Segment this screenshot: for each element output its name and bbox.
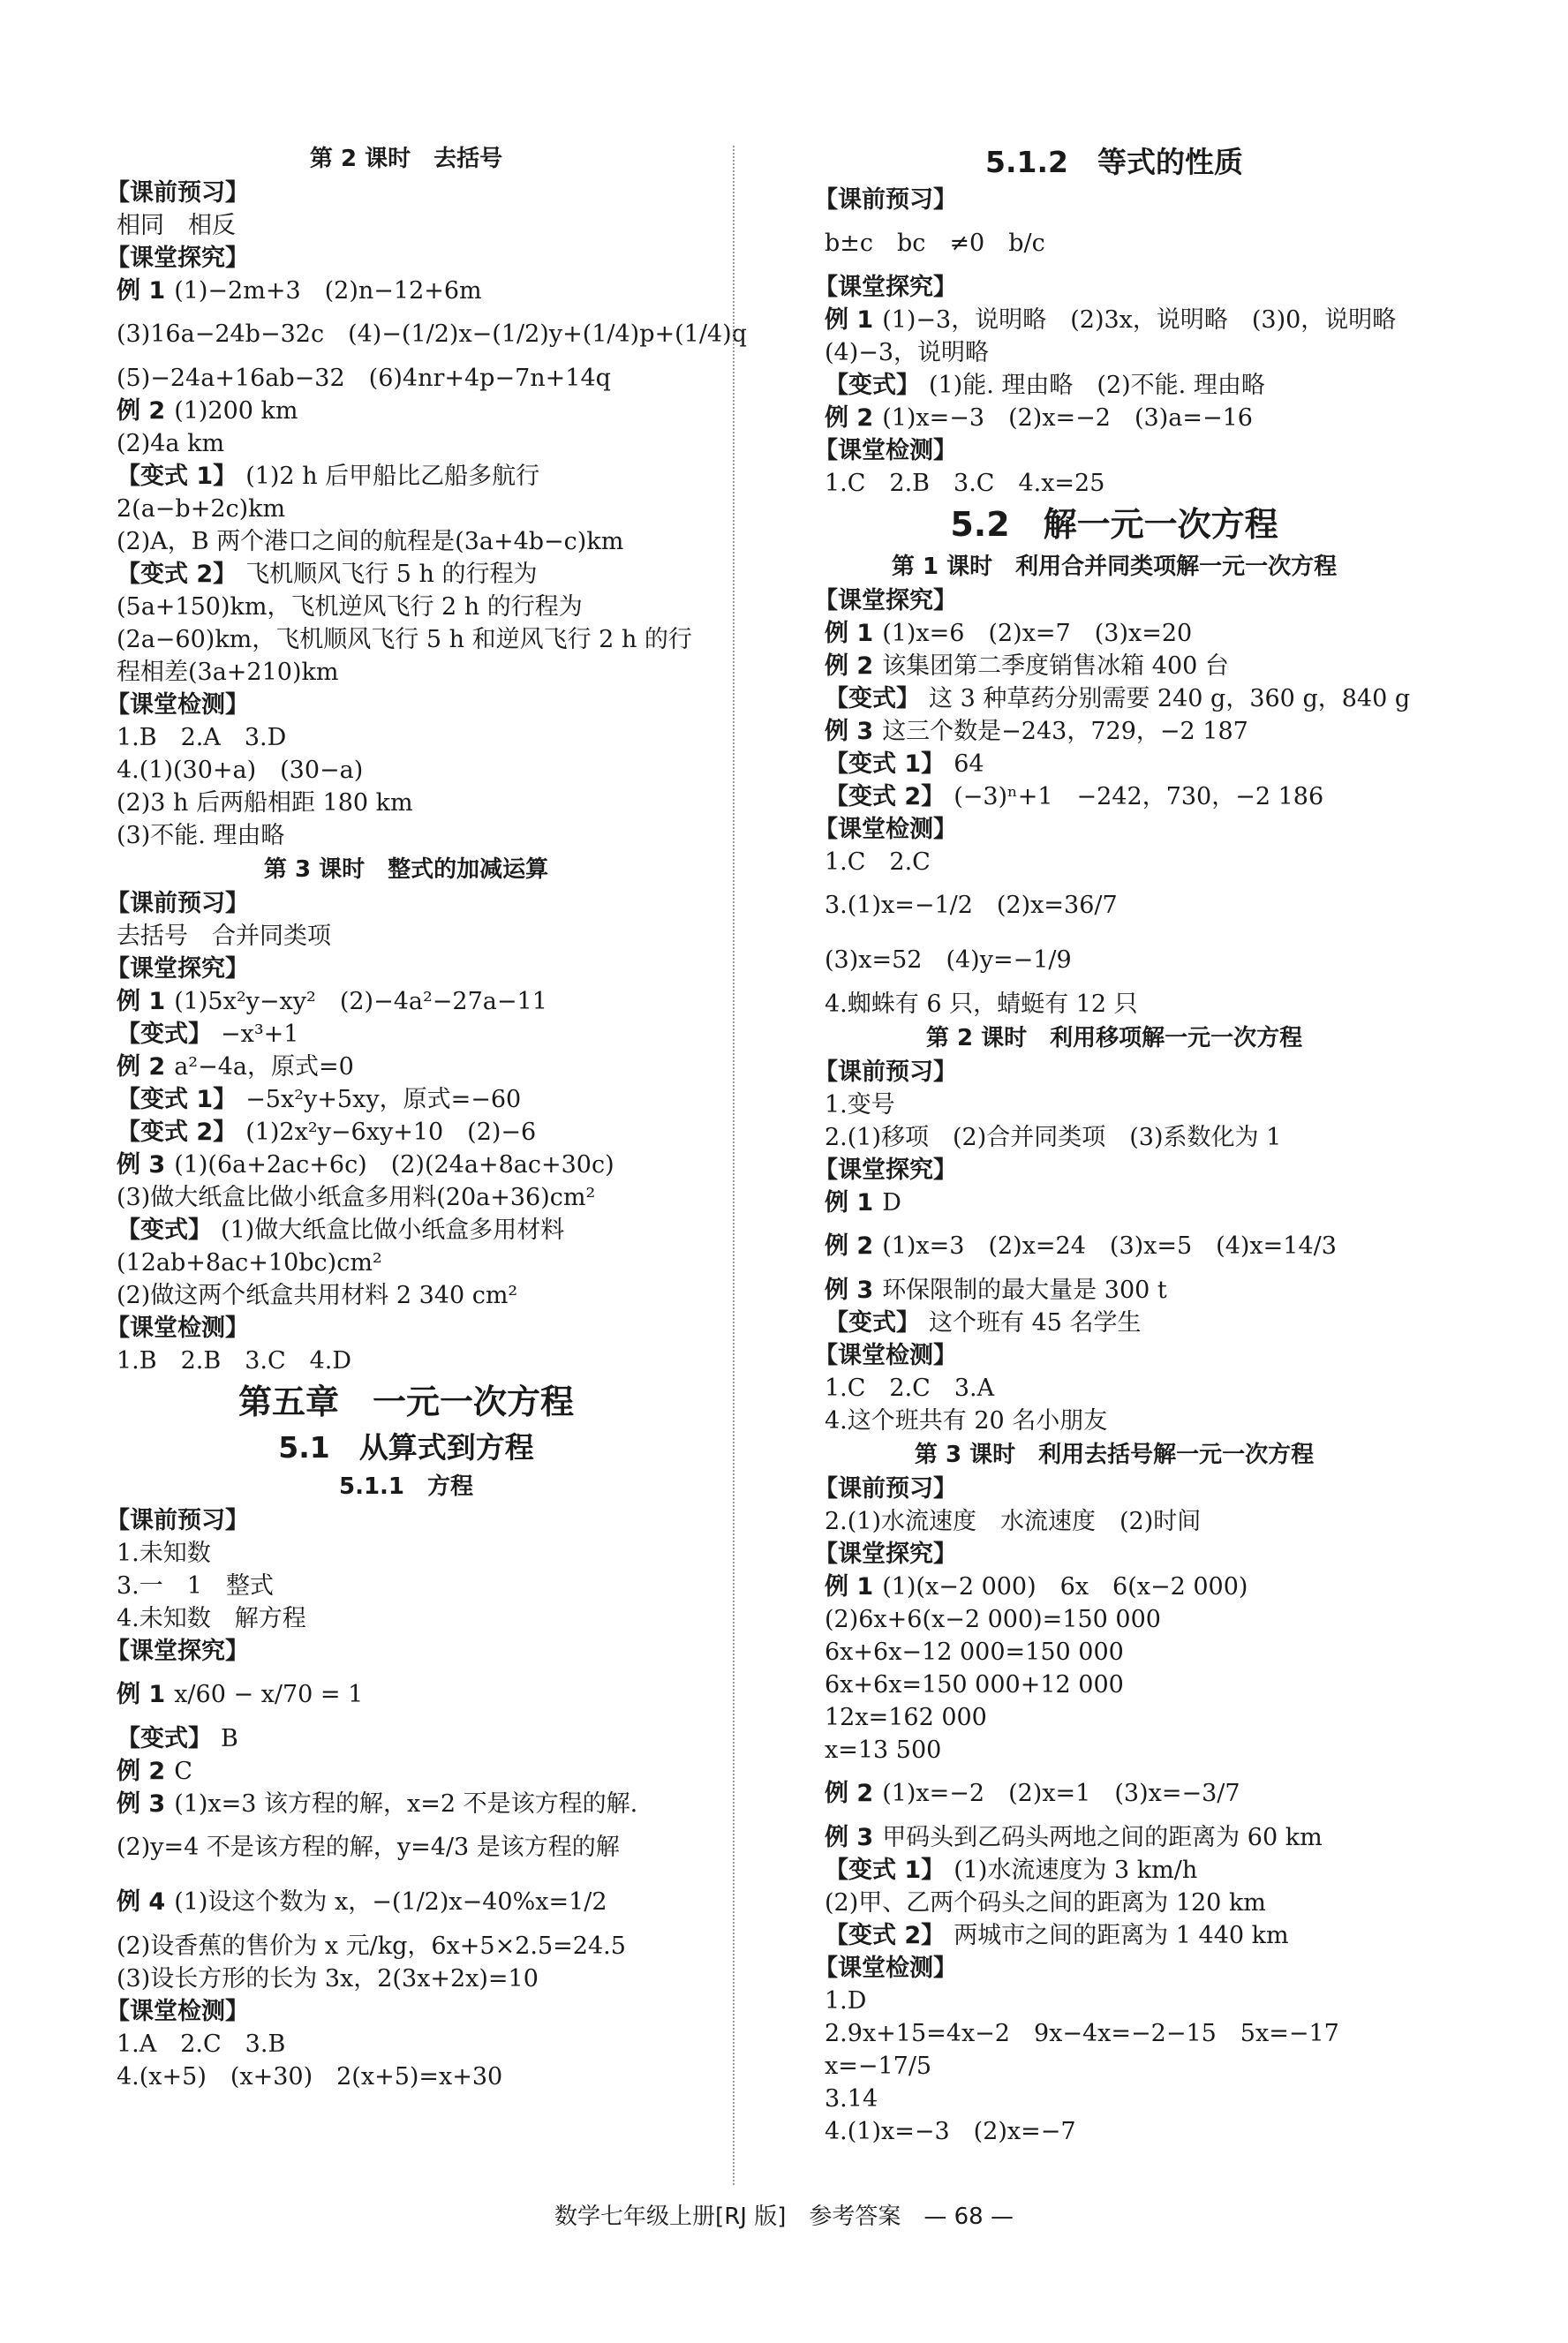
answer-text: (1)x=−3 (2)x=−2 (3)a=−16 [882,404,1253,432]
section-tag: 【课堂检测】 [106,691,249,719]
answer-item [106,1083,706,1116]
answer-line: (3)设长方形的长为 3x，2(3x+2x)=10 [117,1965,539,1993]
example-label: 例 1 [825,1189,874,1217]
section-heading: 5.2 解一元一次方程 [950,505,1278,544]
section-tag: 【课堂探究】 [814,274,957,301]
answer-item [814,304,1421,369]
answer-line: 去括号 合并同类项 [117,923,331,950]
answer-item [814,748,1414,780]
answer-line: 1.C 2.C [825,848,931,876]
example-label: 例 1 [117,988,166,1015]
answer-text: (1)水流速度为 3 km/h [954,1857,1198,1884]
answer-line: (2)4a km [117,430,225,457]
example-label: 【变式 2】 [117,561,237,588]
answer-line: 1.C 2.C 3.A [825,1375,995,1402]
answer-item [106,1214,706,1279]
answer-text: 飞机顺风飞行 5 h 的行程为(5a+150)km，飞机逆风飞行 2 h 的行程为(2a−60)km，飞机顺风飞行 5 h 和逆风飞行 2 h 的行程相差(3a+210)km [117,561,692,686]
section-heading: 第五章 一元一次方程 [237,1382,574,1421]
answer-line: x=13 500 [825,1737,942,1764]
answer-item [814,617,1414,650]
answer-text: (1)x=−2 (2)x=1 (3)x=−3/7 [882,1780,1240,1807]
answer-item [814,1919,1414,1952]
answer-item [106,395,706,427]
section-tag: 【课前预习】 [106,1507,249,1534]
section-heading: 第 2 课时 去括号 [309,146,503,172]
answer-text: −x³+1 [221,1021,299,1048]
section-tag: 【课前预习】 [814,1475,957,1503]
answer-line: 6x+6x=150 000+12 000 [825,1671,1124,1699]
section-tag: 【课前预习】 [106,890,249,917]
answer-text: (1)2x²y−6xy+10 (2)−6 [245,1119,537,1146]
answer-text: (−3)ⁿ+1 −242，730，−2 186 [954,783,1324,810]
answer-line: (3)16a−24b−32c (4)−(1/2)x−(1/2)y+(1/4)p+(1/4)q [117,320,747,348]
answer-item [814,715,1414,748]
answer-text: 环保限制的最大量是 300 t [882,1277,1167,1304]
answer-text: 甲码头到乙码头两地之间的距离为 60 km [882,1824,1323,1851]
answer-line: 2.(1)移项 (2)合并同类项 (3)系数化为 1 [825,1124,1282,1151]
section-tag: 【课堂探究】 [106,245,249,272]
answer-text: D [882,1189,901,1217]
example-label: 例 3 [825,718,874,745]
answer-text: (1)能. 理由略 (2)不能. 理由略 [929,372,1265,399]
answer-text: (1)2 h 后甲船比乙船多航行 2(a−b+2c)km [117,463,540,523]
left-column [106,141,747,2093]
example-label: 例 2 [825,1780,874,1807]
example-label: 例 3 [825,1824,874,1851]
section-tag: 【课前预习】 [106,179,249,207]
answer-item [106,460,706,525]
section-heading: 5.1.1 方程 [338,1473,474,1500]
answer-text: B [221,1725,238,1752]
right-column [814,141,1421,2148]
example-label: 例 2 [117,1758,166,1785]
answer-line: b±c bc ≠0 b/c [825,230,1045,257]
answer-item [106,1116,706,1149]
answer-line: 6x+6x−12 000=150 000 [825,1639,1124,1666]
example-label: 【变式 1】 [825,1857,946,1884]
section-heading: 5.1 从算式到方程 [278,1430,534,1465]
example-label: 【变式】 [825,372,920,399]
example-label: 【变式 1】 [117,1086,237,1113]
answer-text: 这个班有 45 名学生 [929,1309,1142,1337]
answer-line: 2.9x+15=4x−2 9x−4x=−2−15 5x=−17 x=−17/5 [825,2020,1363,2080]
answer-item [814,1187,1414,1219]
answer-item [814,1571,1414,1603]
example-label: 例 2 [117,397,166,425]
example-label: 【变式】 [825,685,920,712]
answer-text: C [174,1758,192,1785]
answer-item [814,1219,1414,1274]
section-tag: 【课堂检测】 [106,1998,249,2025]
example-label: 【变式】 [117,1725,212,1752]
section-tag: 【课前预习】 [814,186,957,214]
section-heading: 第 3 课时 利用去括号解一元一次方程 [914,1442,1315,1468]
answer-text: (1)设这个数为 x，−(1/2)x−40%x=1/2 [174,1888,607,1916]
section-tag: 【课堂探究】 [106,955,249,983]
answer-line: 3.一 1 整式 [117,1572,274,1600]
answer-item [814,1767,1414,1821]
answer-item [106,1875,706,1930]
answer-item [814,369,1414,402]
answer-line: (2)A，B 两个港口之间的航程是(3a+4b−c)km [117,528,624,555]
section-heading: 第 2 课时 利用移项解一元一次方程 [925,1025,1303,1051]
answer-line: (3)做大纸盒比做小纸盒多用料(20a+36)cm² [117,1184,596,1211]
answer-item [814,650,1414,682]
answer-item [106,1149,706,1181]
section-tag: 【课堂检测】 [106,1315,249,1342]
answer-text: x/60 − x/70 = 1 [174,1681,364,1708]
answer-line: (2)甲、乙两个码头之间的距离为 120 km [825,1889,1266,1917]
answer-line: 1.变号 [825,1091,895,1119]
example-label: 【变式 1】 [117,463,237,490]
answer-text: (1)x=3 该方程的解，x=2 不是该方程的解. [174,1790,638,1818]
section-tag: 【课堂检测】 [814,1955,957,1982]
answer-line: 相同 相反 [117,212,236,239]
example-label: 【变式】 [117,1021,212,1048]
answer-text: 两城市之间的距离为 1 440 km [954,1922,1289,1949]
example-label: 例 1 [825,306,874,334]
section-tag: 【课堂探究】 [814,587,957,614]
answer-text: 64 [954,750,984,778]
answer-text: (1)x=3 (2)x=24 (3)x=5 (4)x=14/3 [882,1232,1337,1260]
example-label: 【变式 1】 [825,750,946,778]
example-label: 【变式】 [117,1217,212,1244]
example-label: 例 1 [117,1681,166,1708]
answer-item [106,558,706,689]
answer-item [106,1722,706,1755]
example-label: 例 1 [117,277,166,305]
answer-text: a²−4a，原式=0 [174,1053,354,1081]
answer-item [106,275,706,307]
example-label: 例 3 [117,1151,166,1179]
answer-text: (1)−2m+3 (2)n−12+6m [174,277,482,305]
section-tag: 【课堂检测】 [814,1342,957,1369]
answer-line: 3.(1)x=−1/2 (2)x=36/7 [825,892,1118,919]
answer-item [106,1755,706,1788]
answer-text: (1)(x−2 000) 6x 6(x−2 000) [882,1573,1248,1601]
example-label: 例 1 [825,620,874,647]
answer-item [106,1051,706,1083]
answer-item [106,1788,706,1820]
answer-text: (1)(6a+2ac+6c) (2)(24a+8ac+30c) [174,1151,614,1179]
answer-item [106,985,706,1018]
example-label: 【变式 2】 [825,1922,946,1949]
answer-text: (1)−3，说明略 (2)3x，说明略 (3)0，说明略 (4)−3，说明略 [825,306,1421,366]
answer-line: (2)设香蕉的售价为 x 元/kg，6x+5×2.5=24.5 [117,1932,626,1960]
answer-text: (1)x=6 (2)x=7 (3)x=20 [882,620,1193,647]
answer-item [814,1274,1414,1307]
answer-line: 1.A 2.C 3.B [117,2030,286,2058]
answer-line: 1.B 2.B 3.C 4.D [117,1347,352,1375]
example-label: 【变式 2】 [117,1119,237,1146]
answer-line: (2)3 h 后两船相距 180 km [117,789,413,817]
answer-text: −5x²y+5xy，原式=−60 [245,1086,522,1113]
example-label: 【变式】 [825,1309,920,1337]
answer-item [814,1854,1414,1887]
answer-line: 4.(1)x=−3 (2)x=−7 [825,2118,1076,2145]
answer-line: (2)做这两个纸盒共用材料 2 340 cm² [117,1282,518,1309]
answer-line: 1.C 2.B 3.C 4.x=25 [825,470,1105,497]
answer-item [814,682,1414,715]
answer-line: 4.这个班共有 20 名小朋友 [825,1407,1108,1435]
example-label: 例 3 [825,1277,874,1304]
section-heading: 第 1 课时 利用合并同类项解一元一次方程 [891,554,1338,580]
answer-line: 2.(1)水流速度 水流速度 (2)时间 [825,1508,1202,1535]
section-tag: 【课堂探究】 [106,1638,249,1665]
example-label: 例 3 [117,1790,166,1818]
answer-text: (1)5x²y−xy² (2)−4a²−27a−11 [174,988,547,1015]
example-label: 【变式 2】 [825,783,946,810]
section-tag: 【课堂检测】 [814,816,957,843]
example-label: 例 2 [825,652,874,680]
answer-text: 这三个数是−243，729，−2 187 [882,718,1248,745]
answer-line: 4.(x+5) (x+30) 2(x+5)=x+30 [117,2063,503,2091]
section-tag: 【课堂检测】 [814,437,957,464]
answer-text: 这 3 种草药分别需要 240 g，360 g，840 g [929,685,1411,712]
section-tag: 【课堂探究】 [814,1541,957,1568]
section-tag: 【课前预习】 [814,1058,957,1086]
answer-line: 12x=162 000 [825,1704,987,1731]
answer-line: (3)x=52 (4)y=−1/9 [825,946,1072,974]
section-heading: 5.1.2 等式的性质 [985,145,1243,179]
answer-text: (1)200 km [174,397,298,425]
answer-line: 4.(1)(30+a) (30−a) [117,757,364,784]
answer-line: (3)不能. 理由略 [117,822,285,849]
example-label: 例 2 [825,1232,874,1260]
answer-text: (1)做大纸盒比做小纸盒多用材料(12ab+8ac+10bc)cm² [117,1217,565,1277]
section-heading: 第 3 课时 整式的加减运算 [263,856,549,883]
example-label: 例 1 [825,1573,874,1601]
answer-item [814,402,1414,434]
answer-line: 3.14 [825,2085,878,2113]
answer-item [106,1668,706,1722]
answer-line: 1.B 2.A 3.D [117,724,287,751]
answer-line: 4.蜘蛛有 6 只，蜻蜓有 12 只 [825,991,1138,1018]
answer-line: (2)6x+6(x−2 000)=150 000 [825,1606,1161,1633]
answer-line: (5)−24a+16ab−32 (6)4nr+4p−7n+14q [117,365,611,392]
answer-line: 4.未知数 解方程 [117,1605,306,1632]
answer-item [814,780,1414,813]
column-divider [733,146,735,2185]
example-label: 例 2 [117,1053,166,1081]
answer-line: 1.未知数 [117,1540,211,1567]
page-footer: 数学七年级上册[RJ 版] 参考答案 — 68 — [554,2204,1014,2230]
answer-text: 该集团第二季度销售冰箱 400 台 [882,652,1229,680]
answer-item [814,1307,1414,1339]
answer-item [814,1821,1414,1854]
example-label: 例 2 [825,404,874,432]
answer-line: (2)y=4 不是该方程的解，y=4/3 是该方程的解 [117,1834,620,1861]
answer-line: 1.D [825,1987,867,2015]
answer-item [106,1018,706,1051]
example-label: 例 4 [117,1888,166,1916]
section-tag: 【课堂探究】 [814,1156,957,1184]
